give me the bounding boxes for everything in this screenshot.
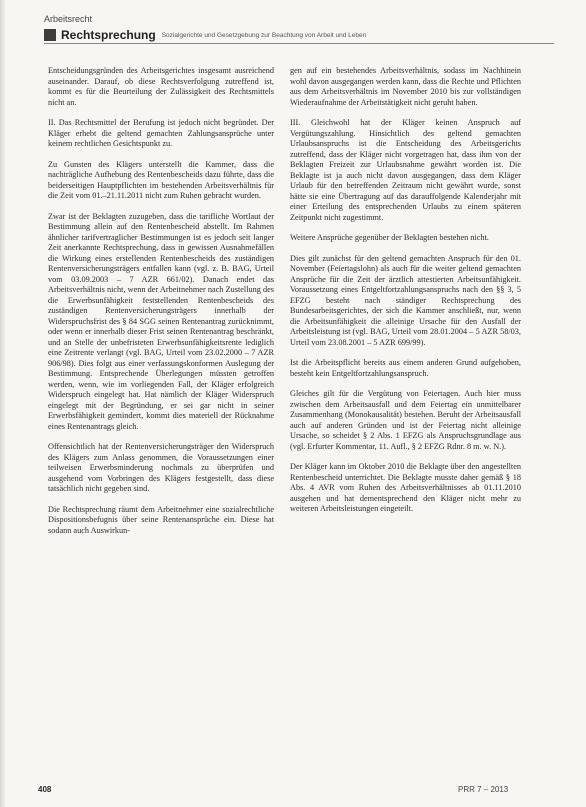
paragraph: Offensichtlich hat der Rentenversicherungsträger den Widerspruch des Klägers zum Anlass genommen, die Voraussetzungen einer teilweisen Erwerbsminderung nochmals zu überprüfen und ausgehend vom Vorbringen des Klägers festgestellt, dass diese tatsächlich nicht gegeben sind. xyxy=(48,442,274,493)
header-title: Rechtsprechung xyxy=(61,28,156,42)
paragraph: Dies gilt zunächst für den geltend gemachten Anspruch für den 01. November (Feiertagslohn) als auch für die weiter geltend gemachten Ansprüche für die Zeit der ärztlich attestierten Arbeitsunfähigkeit. Voraussetzung eines Entgeltfortzahlungsanspruchs nach den §§ 3, 5 EFZG besteht nach ständiger Rechtsprechung des Bundesarbeitsgerichtes, der sich die Kammer anschließt, nur, wenn die Arbeitsunfähigkeit die alleinige Ursache für den Ausfall der Arbeitsleistung ist (vgl. BAG, Urteil vom 28.01.2004 – 5 AZR 58/03, Urteil vom 23.08.2001 – 5 AZR 699/99). xyxy=(290,253,521,347)
paragraph: Gleiches gilt für die Vergütung von Feiertagen. Auch hier muss zwischen dem Arbeitsausfall und dem Feiertag ein unmittelbarer Zusammenhang (Monokausalität) bestehen. Beruht der Arbeitsausfall auch auf anderen Gründen und ist der Feiertag nicht alleinige Ursache, so scheidet § 2 Abs. 1 EFZG als Anspruchsgrundlage aus (vgl. Erfurter Kommentar, 11. Aufl., § 2 EFZG Rdnr. 8 m. w. N.). xyxy=(290,389,521,451)
header-subtitle: Sozialgerichte und Gesetzgebung zur Beachtung von Arbeit und Leben xyxy=(161,31,367,39)
paragraph: Zwar ist der Beklagten zuzugeben, dass die tarifliche Wortlaut der Bestimmung allein auf den Rentenbescheid abstellt. Im Rahmen ähnlicher tarifvertraglicher Bestimmungen ist es jedoch seit langer Zeit anerkannte Rechtsprechung, dass in gewissen Ausnahmefällen die Wirkung eines erstellenden Rentenbescheids des zuständigen Rentenversicherungsträgers entfallen kann (vgl. z. B. BAG, Urteil vom 03.09.2003 – 7 AZR 661/02). Danach endet das Arbeitsverhältnis nicht, wenn der Arbeitnehmer nach Zustellung des die Erwerbsunfähigkeit feststellenden Rentenbescheids des zuständigen Rentenversicherungsträgers innerhalb der Widerspruchsfrist des § 84 SGG seinen Rentenantrag zurücknimmt, oder wenn er innerhalb dieser Frist seinen Rentenantrag beschränkt, und an Stelle der unbefristeten Erwerbsunfähigkeitsrente lediglich eine Zeitrente verlangt (vgl. BAG, Urteil vom 23.02.2000 – 7 AZR 906/98). Dies folgt aus einer verfassungskonformen Auslegung der Bestimmung. Entsprechende Überlegungen müssten getroffen werden, wenn, wie im vorliegenden Fall, der Kläger erfolgreich Widerspruch eingelegt hat. Hat nämlich der Kläger Widerspruch eingelegt mit der Begründung, er sei gar nicht in seiner Erwerbsfähigkeit gemindert, kommt dies materiell der Rücknahme eines Rentenantrags gleich. xyxy=(48,211,274,431)
paragraph: III. Gleichwohl hat der Kläger keinen Anspruch auf Vergütungszahlung. Hinsichtlich des geltend gemachten Urlaubsanspruchs ist die Entscheidung des Arbeitsgerichts zutreffend, dass der Kläger nicht vorgetragen hat, dass ihm von der Beklagten Freizeit zur Urlaubsnahme gewährt worden ist. Die Beklagte ist ja auch nicht davon ausgegangen, dass dem Kläger Urlaub für den betreffenden Zeitraum nicht gewährt wurde, sonst hätte sie eine Übertragung auf das darauffolgende Kalenderjahr mit einer Erteilung des entsprechenden Urlaubs zu einem späteren Zeitpunkt nicht zugestimmt. xyxy=(290,118,521,222)
journal-reference: PRR 7 – 2013 xyxy=(458,785,509,794)
section-label: Arbeitsrecht xyxy=(44,14,93,24)
paragraph: Weitere Ansprüche gegenüber der Beklagten bestehen nicht. xyxy=(290,233,489,242)
right-column xyxy=(290,66,521,525)
paragraph: II. Das Rechtsmittel der Berufung ist jedoch nicht begründet. Der Kläger erhebt die geltend gemachten Zahlungsansprüche unter keinem rechtlichen Gesichtspunkt zu. xyxy=(48,118,274,148)
left-column xyxy=(48,66,274,546)
page-crease-shadow xyxy=(0,0,6,807)
paragraph: Entscheidungsgründen des Arbeitsgerichtes insgesamt ausreichend auseinander. Darauf, ob diese Rechtsverfolgung zutreffend ist, kommt es für die Beurteilung der Zulässigkeit des Rechtsmittels nicht an. xyxy=(48,66,274,107)
page-number: 408 xyxy=(38,785,52,794)
paragraph: Die Rechtsprechung räumt dem Arbeitnehmer eine sozialrechtliche Dispositionsbefugnis über seine Rentenansprüche ein. Diese hat sodann auch Auswirkun- xyxy=(48,504,274,535)
header-square-icon xyxy=(44,29,56,41)
paragraph: gen auf ein bestehendes Arbeitsverhältnis, sodass im Nachhinein wohl davon ausgegangen werden kann, dass die Rechte und Pflichten aus dem Arbeitsverhältnis im November 2010 bis zur vollständigen Wiederaufnahme der Arbeitstätigkeit nicht geruht haben. xyxy=(290,66,521,107)
header-bar xyxy=(44,27,554,44)
paragraph: Ist die Arbeitspflicht bereits aus einem anderen Grund aufgehoben, besteht kein Entgeltfortzahlungsanspruch. xyxy=(290,358,521,378)
paragraph: Der Kläger kann im Oktober 2010 die Beklagte über den angestellten Rentenbescheid unterrichtet. Die Beklagte musste daher gemäß § 18 Abs. 4 AVR vom Ruhen des Arbeitsverhältnisses ab 01.11.2010 ausgehen und hat dementsprechend den Kläger nicht mehr zu weiteren Arbeitsleistungen eingeteilt. xyxy=(290,462,521,513)
paragraph: Zu Gunsten des Klägers unterstellt die Kammer, dass die nachträgliche Aufhebung des Rentenbescheids dazu führte, dass die beiderseitigen Hauptpflichten im bestehenden Arbeitsverhältnis für die Zeit vom 01.–21.11.2011 nicht zum Ruhen gebracht wurden. xyxy=(48,159,274,200)
